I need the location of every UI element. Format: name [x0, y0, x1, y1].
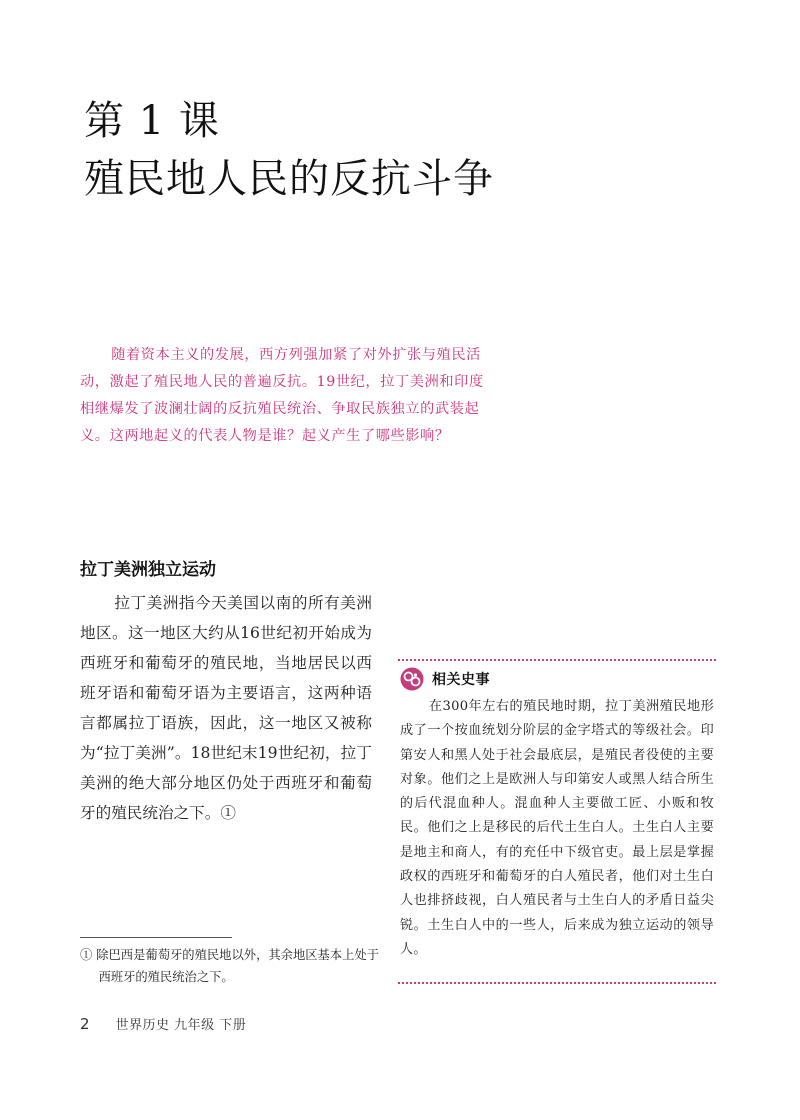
- lesson-title: [84, 92, 494, 208]
- sidebar-header: [400, 665, 490, 693]
- section-body: 拉丁美洲指今天美国以南的所有美洲地区。这一地区大约从16世纪初开始成为西班牙和葡萄牙的殖民地，当地居民以西班牙语和葡萄牙语为主要语言，这两种语言都属拉丁语族，因此，这一地区又被称为“拉丁美洲”。18世纪末19世纪初，拉丁美洲的绝大部分地区仍处于西班牙和葡萄牙的殖民统治之下。①: [80, 594, 372, 822]
- footnote: ① 除巴西是葡萄牙的殖民地以外，其余地区基本上处于西班牙的殖民统治之下。: [80, 948, 380, 984]
- lesson-number: 第 1 课: [84, 98, 220, 144]
- lesson-name: 殖民地人民的反抗斗争: [84, 156, 494, 202]
- sidebar-bottom-border: [398, 982, 716, 984]
- page-footer: [80, 1014, 246, 1033]
- page-number: 2: [80, 1015, 90, 1033]
- footnote-divider: [80, 937, 232, 938]
- related-history-icon: [400, 667, 424, 691]
- intro-paragraph: 随着资本主义的发展，西方列强加紧了对外扩张与殖民活动，激起了殖民地人民的普遍反抗。19世纪，拉丁美洲和印度相继爆发了波澜壮阔的反抗殖民统治、争取民族独立的武装起义。这两地起义的代表人物是谁？起义产生了哪些影响？: [80, 347, 484, 444]
- section-heading: 拉丁美洲独立运动: [80, 560, 216, 580]
- book-title: 世界历史 九年级 下册: [115, 1018, 247, 1033]
- sidebar-title: 相关史事: [432, 672, 490, 688]
- sidebar-top-border: [398, 659, 716, 661]
- sidebar-body: 在300年左右的殖民地时期，拉丁美洲殖民地形成了一个按血统划分阶层的金字塔式的等级社会。印第安人和黑人处于社会最底层，是殖民者役使的主要对象。他们之上是欧洲人与印第安人或黑人结合所生的后代混血种人。混血种人主要做工匠、小贩和牧民。他们之上是移民的后代土生白人。土生白人主要是地主和商人，有的充任中下级官吏。最上层是掌握政权的西班牙和葡萄牙的白人殖民者，他们对土生白人也排挤歧视，白人殖民者与土生白人的矛盾日益尖锐。土生白人中的一些人，后来成为独立运动的领导人。: [400, 699, 714, 957]
- related-history-box: [398, 659, 716, 984]
